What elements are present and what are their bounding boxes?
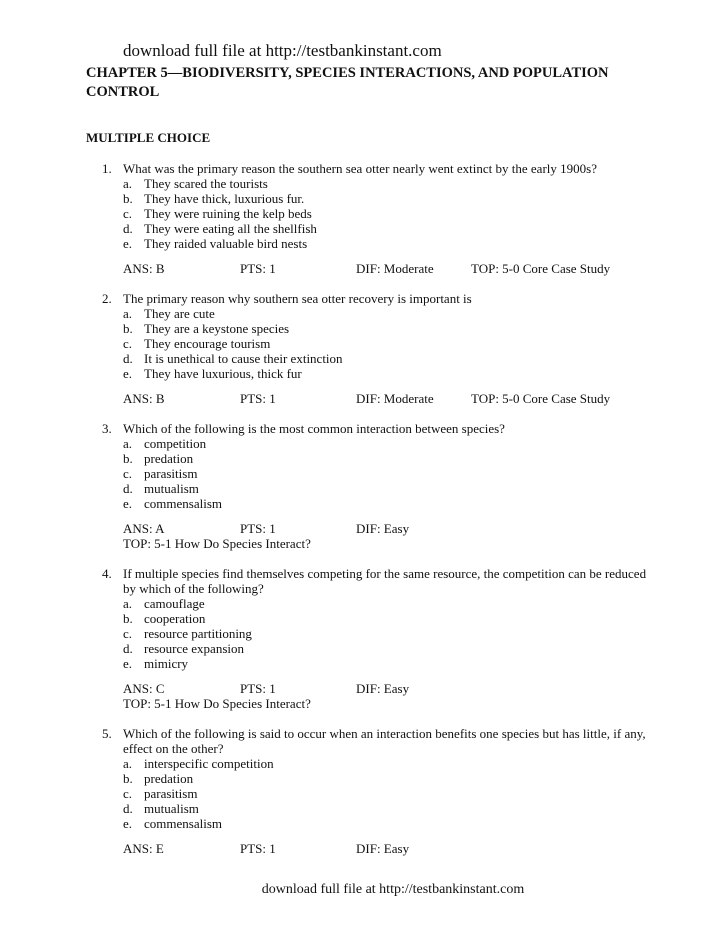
choice-text: parasitism	[144, 466, 198, 481]
section-title: MULTIPLE CHOICE	[86, 130, 211, 145]
points-label: PTS: 1	[240, 681, 276, 696]
footer-download-link[interactable]: download full file at http://testbankinstant.com	[261, 882, 525, 897]
choice-text: They have thick, luxurious fur.	[144, 191, 305, 206]
answer-label: ANS: C	[123, 681, 165, 696]
choice-text: They are a keystone species	[144, 321, 290, 336]
points-label: PTS: 1	[240, 391, 276, 406]
choice-text: mimicry	[144, 656, 189, 671]
choice-text: They encourage tourism	[144, 336, 271, 351]
choice-letter: a.	[123, 306, 133, 321]
choice-letter: d.	[123, 481, 133, 496]
points-label: PTS: 1	[240, 261, 276, 276]
choice-letter: e.	[123, 496, 133, 511]
choice-text: parasitism	[144, 786, 198, 801]
question-text: effect on the other?	[123, 741, 224, 756]
choice-text: resource expansion	[144, 641, 244, 656]
choice-letter: c.	[123, 466, 133, 481]
question-number: 5.	[102, 726, 112, 741]
choice-text: mutualism	[144, 801, 199, 816]
choice-letter: e.	[123, 656, 133, 671]
answer-label: ANS: A	[123, 521, 165, 536]
choice-text: interspecific competition	[144, 756, 274, 771]
question-number: 3.	[102, 421, 112, 436]
answer-label: ANS: E	[123, 841, 164, 856]
question-number: 1.	[102, 161, 112, 176]
difficulty-label: DIF: Easy	[356, 521, 410, 536]
choice-text: competition	[144, 436, 207, 451]
difficulty-label: DIF: Moderate	[356, 261, 434, 276]
choice-letter: a.	[123, 596, 133, 611]
chapter-title-line: CHAPTER 5—BIODIVERSITY, SPECIES INTERACTIONS, AND POPULATION	[86, 65, 609, 81]
choice-letter: a.	[123, 756, 133, 771]
question-text: If multiple species find themselves competing for the same resource, the competition can be reduced	[123, 566, 647, 581]
choice-text: resource partitioning	[144, 626, 252, 641]
choice-text: predation	[144, 771, 194, 786]
choice-text: predation	[144, 451, 194, 466]
choice-text: mutualism	[144, 481, 199, 496]
choice-letter: b.	[123, 451, 133, 466]
topic-label: TOP: 5-0 Core Case Study	[471, 261, 611, 276]
choice-letter: a.	[123, 436, 133, 451]
choice-letter: e.	[123, 236, 133, 251]
question-text: by which of the following?	[123, 581, 264, 596]
choice-letter: d.	[123, 801, 133, 816]
choice-letter: d.	[123, 351, 133, 366]
choice-letter: d.	[123, 641, 133, 656]
choice-letter: b.	[123, 611, 133, 626]
choice-letter: c.	[123, 626, 133, 641]
choice-text: camouflage	[144, 596, 205, 611]
header-download-link[interactable]: download full file at http://testbankinstant.com	[123, 41, 442, 60]
choice-text: It is unethical to cause their extinction	[144, 351, 343, 366]
choice-letter: c.	[123, 336, 133, 351]
question-number: 2.	[102, 291, 112, 306]
choice-text: They scared the tourists	[144, 176, 268, 191]
choice-letter: e.	[123, 366, 133, 381]
question-number: 4.	[102, 566, 112, 581]
chapter-title	[86, 64, 609, 102]
difficulty-label: DIF: Easy	[356, 841, 410, 856]
choice-text: commensalism	[144, 816, 222, 831]
choice-text: They are cute	[144, 306, 215, 321]
choice-letter: d.	[123, 221, 133, 236]
chapter-title-line: CONTROL	[86, 84, 160, 100]
topic-label: TOP: 5-1 How Do Species Interact?	[123, 696, 311, 711]
question-text: What was the primary reason the southern sea otter nearly went extinct by the early 1900s?	[123, 161, 597, 176]
choice-letter: a.	[123, 176, 133, 191]
answer-label: ANS: B	[123, 391, 165, 406]
difficulty-label: DIF: Easy	[356, 681, 410, 696]
question-text: The primary reason why southern sea otter recovery is important is	[123, 291, 472, 306]
topic-label: TOP: 5-1 How Do Species Interact?	[123, 536, 311, 551]
choice-text: They were eating all the shellfish	[144, 221, 317, 236]
points-label: PTS: 1	[240, 841, 276, 856]
choice-text: They have luxurious, thick fur	[144, 366, 302, 381]
choice-letter: b.	[123, 191, 133, 206]
choice-letter: c.	[123, 206, 133, 221]
answer-label: ANS: B	[123, 261, 165, 276]
choice-letter: b.	[123, 771, 133, 786]
choice-letter: b.	[123, 321, 133, 336]
topic-label: TOP: 5-0 Core Case Study	[471, 391, 611, 406]
question-text: Which of the following is said to occur when an interaction benefits one species but has little, if any,	[123, 726, 646, 741]
choice-text: cooperation	[144, 611, 206, 626]
choice-text: commensalism	[144, 496, 222, 511]
points-label: PTS: 1	[240, 521, 276, 536]
choice-text: They were ruining the kelp beds	[144, 206, 312, 221]
question-text: Which of the following is the most common interaction between species?	[123, 421, 505, 436]
choice-text: They raided valuable bird nests	[144, 236, 308, 251]
choice-letter: c.	[123, 786, 133, 801]
choice-letter: e.	[123, 816, 133, 831]
difficulty-label: DIF: Moderate	[356, 391, 434, 406]
